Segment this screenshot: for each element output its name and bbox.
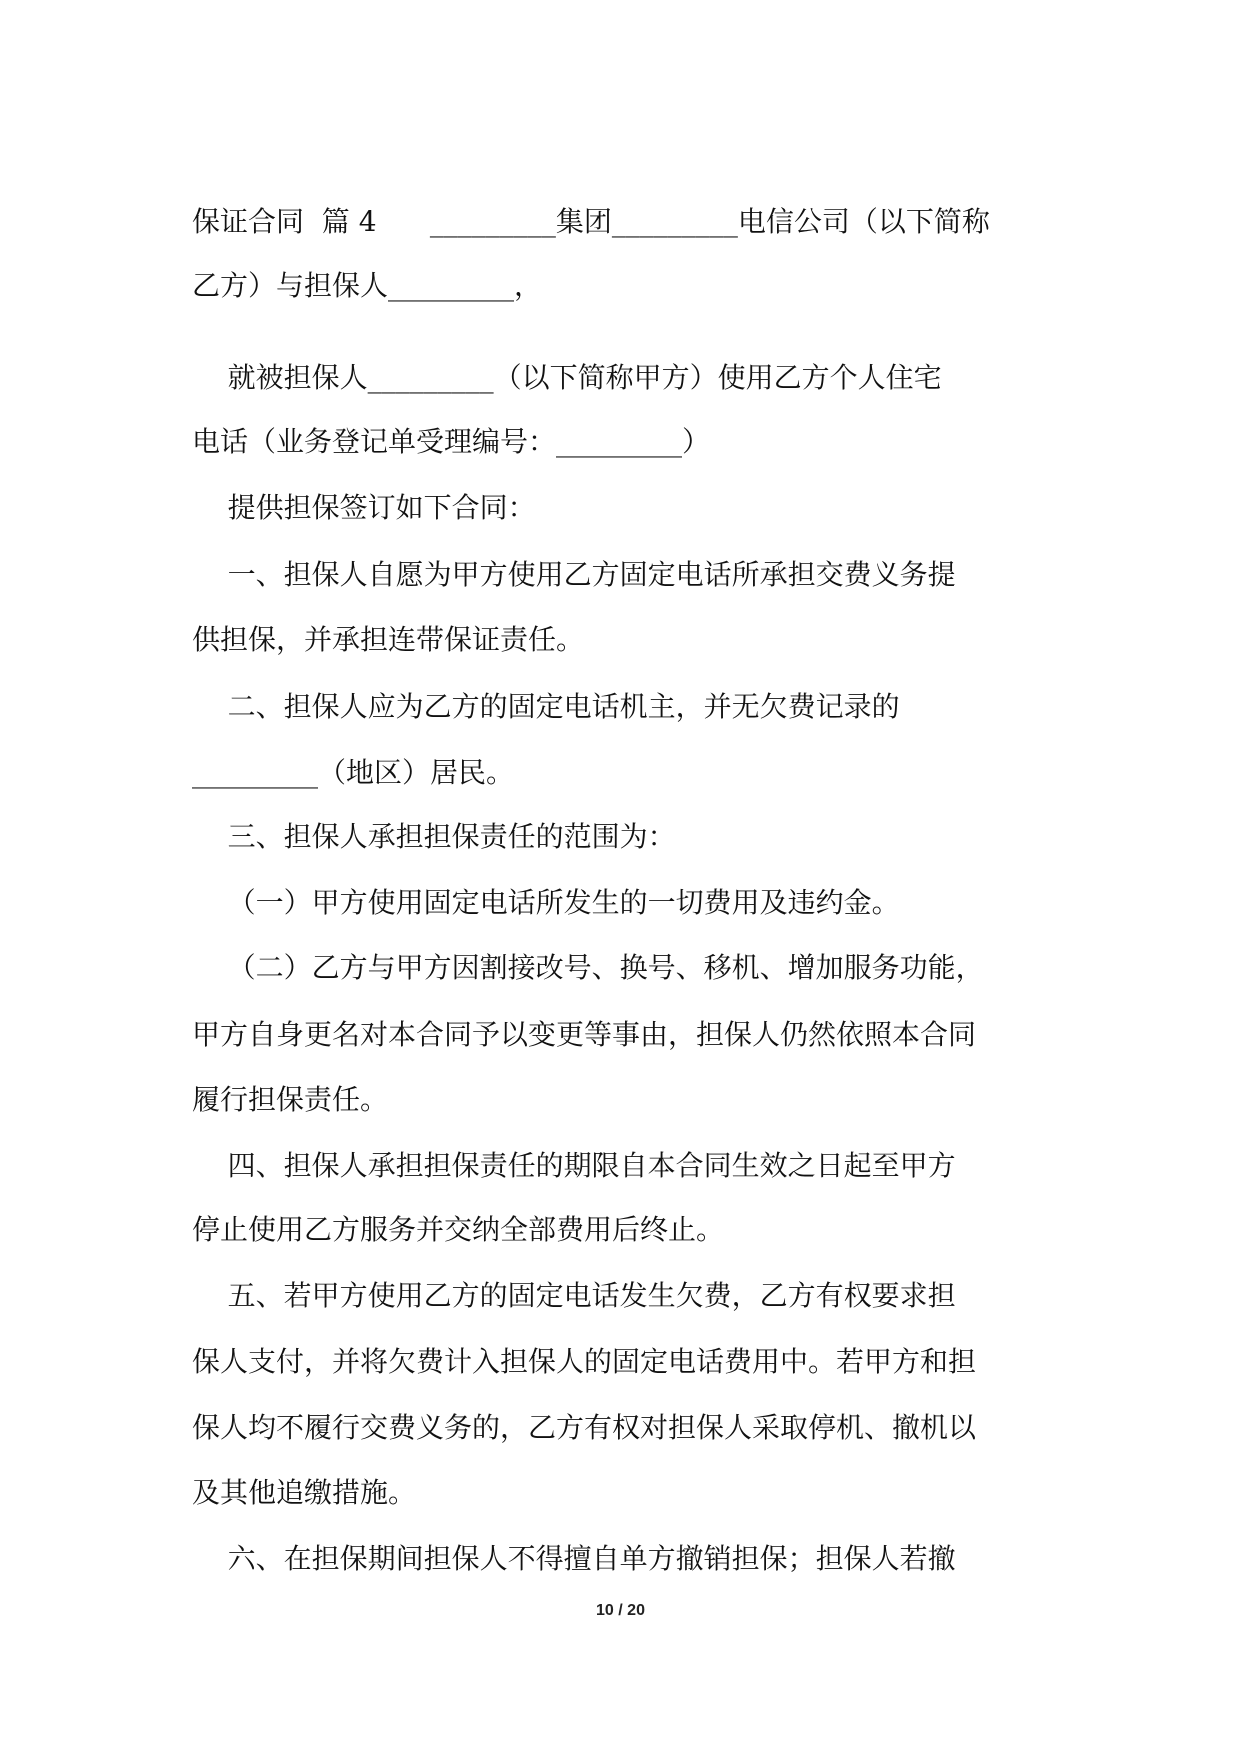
text-line: 停止使用乙方服务并交纳全部费用后终止。 <box>192 1213 725 1246</box>
text-line: 六、在担保期间担保人不得擅自单方撤销担保；担保人若撤 <box>192 1542 956 1575</box>
text-line: 履行担保责任。 <box>192 1083 389 1116</box>
text-line: 提供担保签订如下合同： <box>192 491 536 524</box>
text-line: 一、担保人自愿为甲方使用乙方固定电话所承担交费义务提 <box>192 558 956 591</box>
text-line: 电话（业务登记单受理编号：_________） <box>192 425 711 458</box>
text-line: 三、担保人承担担保责任的范围为： <box>192 820 676 853</box>
text-line: 及其他追缴措施。 <box>192 1476 417 1509</box>
text-line: 保人支付，并将欠费计入担保人的固定电话费用中。若甲方和担 <box>192 1345 977 1378</box>
text-line: 甲方自身更名对本合同予以变更等事由，担保人仍然依照本合同 <box>192 1018 977 1051</box>
text-line: 乙方）与担保人_________， <box>192 269 543 302</box>
text-line: 保证合同 篇 4 _________集团_________电信公司（以下简称 <box>192 205 990 238</box>
page-number: 10 / 20 <box>596 1602 645 1619</box>
text-line: 二、担保人应为乙方的固定电话机主，并无欠费记录的 <box>192 690 900 723</box>
text-line: 供担保，并承担连带保证责任。 <box>192 623 585 656</box>
text-line: 四、担保人承担担保责任的期限自本合同生效之日起至甲方 <box>192 1149 956 1182</box>
text-line: （一）甲方使用固定电话所发生的一切费用及违约金。 <box>192 886 900 919</box>
text-line: （二）乙方与甲方因割接改号、换号、移机、增加服务功能， <box>192 951 984 984</box>
text-line: 就被担保人_________（以下简称甲方）使用乙方个人住宅 <box>192 361 942 394</box>
text-line: _________（地区）居民。 <box>192 756 515 789</box>
text-line: 五、若甲方使用乙方的固定电话发生欠费，乙方有权要求担 <box>192 1279 956 1312</box>
text-line: 保人均不履行交费义务的，乙方有权对担保人采取停机、撤机以 <box>192 1411 977 1444</box>
